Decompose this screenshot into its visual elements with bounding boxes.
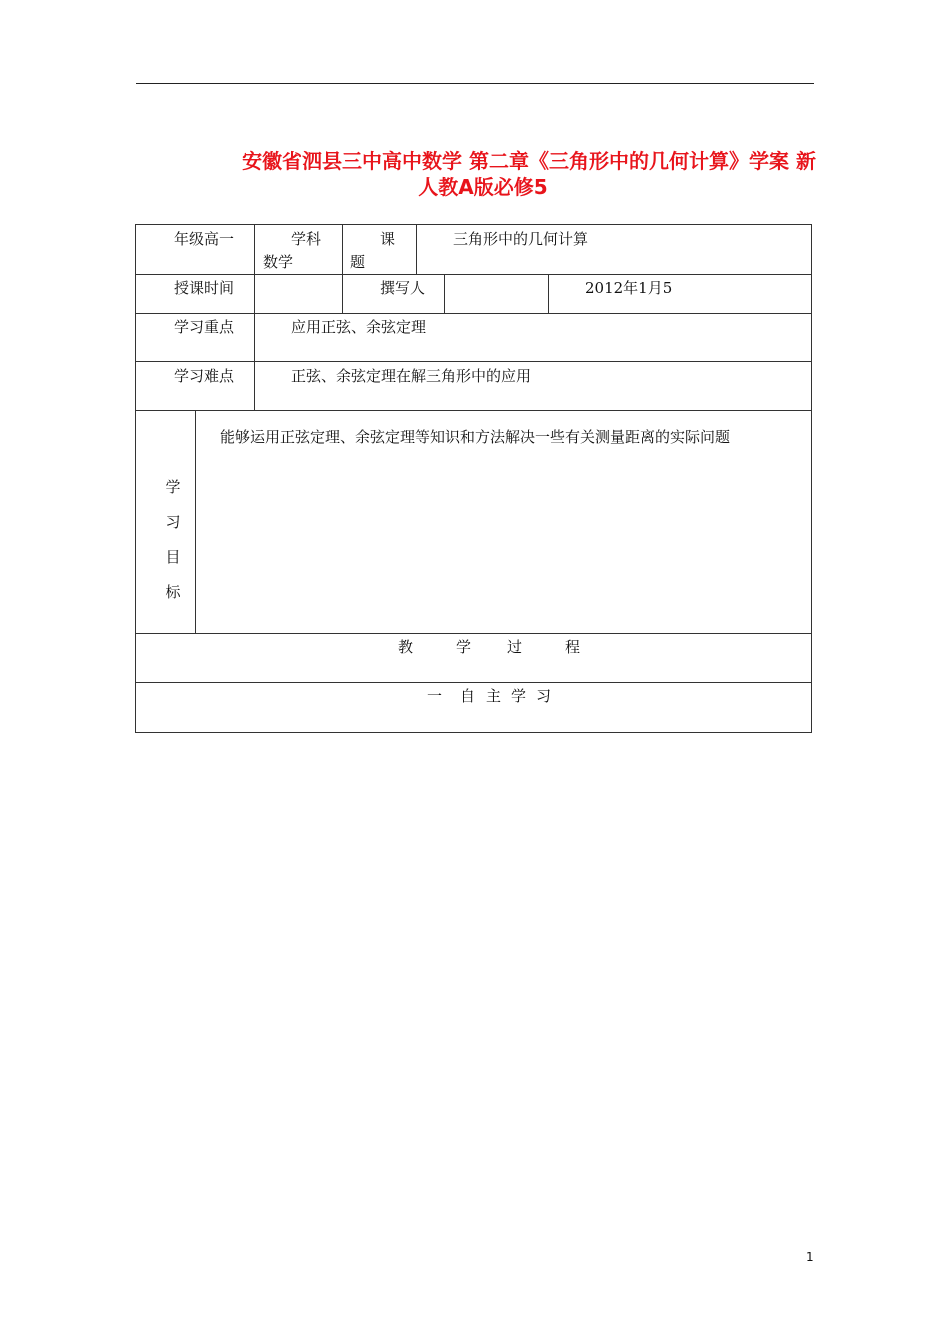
cell-objectives-value (195, 410, 812, 634)
cell-difficulty-value (254, 361, 812, 411)
cell-grade (135, 224, 255, 275)
cell-difficulty-label (135, 361, 255, 411)
author-label: 撰写人 (380, 279, 426, 297)
cell-focus-value (254, 313, 812, 362)
process-char-3: 过 (507, 638, 523, 656)
focus-label: 学习重点 (174, 318, 235, 336)
objectives-value: 能够运用正弦定理、余弦定理等知识和方法解决一些有关测量距离的实际问题 (220, 428, 731, 446)
section-char-3: 主 (486, 687, 502, 705)
date-text: 2012年1月5 (585, 279, 673, 297)
cell-subject (254, 224, 343, 275)
title-line-1: 安徽省泗县三中高中数学 第二章《三角形中的几何计算》学案 新 (242, 149, 816, 173)
subject-label: 学科 (291, 230, 322, 248)
cell-topic-value (416, 224, 812, 275)
header-rule (136, 83, 814, 84)
difficulty-value: 正弦、余弦定理在解三角形中的应用 (291, 367, 532, 385)
cell-topic-label (342, 224, 417, 275)
process-char-4: 程 (565, 638, 581, 656)
cell-focus-label (135, 313, 255, 362)
time-label: 授课时间 (174, 279, 235, 297)
section-char-2: 自 (460, 687, 476, 705)
topic-label-1: 课 (380, 230, 396, 248)
process-char-2: 学 (456, 638, 472, 656)
document-title (150, 148, 816, 200)
objectives-char-2: 习 (165, 513, 181, 531)
cell-date (548, 274, 812, 314)
cell-author-label (342, 274, 445, 314)
page-number: 1 (806, 1250, 814, 1264)
cell-author-value (444, 274, 549, 314)
cell-self-study (135, 682, 812, 733)
objectives-char-3: 目 (165, 548, 181, 566)
title-line-2: 人教A版必修5 (418, 175, 548, 199)
grade-text: 年级高一 (174, 230, 235, 248)
section-char-4: 学 (511, 687, 527, 705)
focus-value: 应用正弦、余弦定理 (291, 318, 427, 336)
cell-teaching-process (135, 633, 812, 683)
section-char-5: 习 (536, 687, 552, 705)
topic-value: 三角形中的几何计算 (453, 230, 589, 248)
subject-value: 数学 (263, 253, 294, 271)
cell-objectives-label (135, 410, 196, 634)
objectives-char-1: 学 (165, 478, 181, 496)
cell-time-label (135, 274, 255, 314)
section-char-1: 一 (427, 687, 443, 705)
topic-label-2: 题 (350, 253, 366, 271)
difficulty-label: 学习难点 (174, 367, 235, 385)
objectives-char-4: 标 (165, 583, 181, 601)
process-char-1: 教 (398, 638, 414, 656)
cell-time-value (254, 274, 343, 314)
